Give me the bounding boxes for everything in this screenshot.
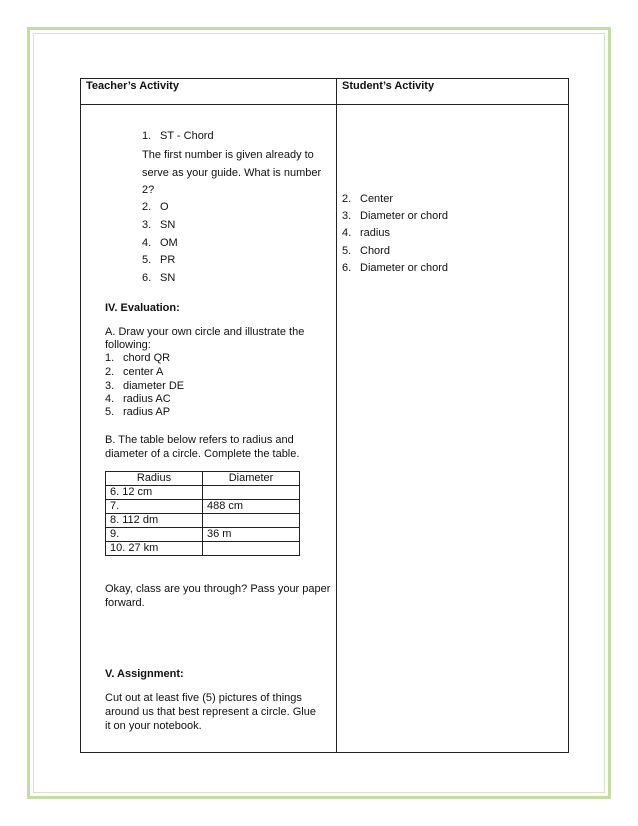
teacher-answer-5: 5. PR xyxy=(142,254,176,266)
radius-cell: 7. xyxy=(106,500,203,514)
part-a-line-2: following: xyxy=(105,339,151,351)
header-divider xyxy=(80,104,569,105)
part-a-item-4: 4. radius AC xyxy=(105,393,171,405)
assignment-line-1: Cut out at least five (5) pictures of things xyxy=(105,692,302,704)
table-row xyxy=(106,542,300,556)
part-a-item-2: 2. center A xyxy=(105,366,164,378)
closing-line-2: forward. xyxy=(105,597,145,609)
part-b-line-1: B. The table below refers to radius and xyxy=(105,434,294,446)
diameter-cell xyxy=(203,542,300,556)
column-header-diameter: Diameter xyxy=(203,472,300,486)
table-row xyxy=(106,500,300,514)
item-number: 1. xyxy=(142,130,152,142)
teacher-answer-4: 4. OM xyxy=(142,237,178,249)
radius-cell: 10. 27 km xyxy=(106,542,203,556)
table-row xyxy=(106,528,300,542)
radius-cell: 6. 12 cm xyxy=(106,486,203,500)
column-divider xyxy=(336,78,337,753)
guide-text-line-3: 2? xyxy=(142,184,155,196)
item-text: ST - Chord xyxy=(160,130,214,142)
assignment-line-3: it on your notebook. xyxy=(105,720,202,732)
teacher-answer-3: 3. SN xyxy=(142,219,176,231)
radius-cell: 8. 112 dm xyxy=(106,514,203,528)
part-a-line-1: A. Draw your own circle and illustrate the xyxy=(105,326,305,338)
part-a-item-5: 5. radius AP xyxy=(105,406,171,418)
teacher-answer-2: 2. O xyxy=(142,201,169,213)
student-answer-5: 5. Chord xyxy=(342,245,390,257)
guide-text-line-2: serve as your guide. What is number xyxy=(142,167,322,179)
diameter-cell xyxy=(203,514,300,528)
radius-diameter-table xyxy=(105,471,300,556)
table-row xyxy=(106,486,300,500)
table-row xyxy=(106,514,300,528)
student-answer-6: 6. Diameter or chord xyxy=(342,262,449,274)
student-answer-4: 4. radius xyxy=(342,227,390,239)
assignment-heading: V. Assignment: xyxy=(105,668,184,680)
diameter-cell xyxy=(203,486,300,500)
part-a-item-1: 1. chord QR xyxy=(105,352,171,364)
diameter-cell: 488 cm xyxy=(203,500,300,514)
part-b-line-2: diameter of a circle. Complete the table. xyxy=(105,448,300,460)
diameter-cell: 36 m xyxy=(203,528,300,542)
evaluation-heading: IV. Evaluation: xyxy=(105,302,180,314)
closing-line-1: Okay, class are you through? Pass your paper xyxy=(105,583,331,595)
teacher-answer-6: 6. SN xyxy=(142,272,176,284)
student-answer-3: 3. Diameter or chord xyxy=(342,210,449,222)
table-header-row xyxy=(106,472,300,486)
student-activity-header: Student’s Activity xyxy=(342,80,435,92)
radius-cell: 9. xyxy=(106,528,203,542)
teacher-activity-header: Teacher’s Activity xyxy=(86,80,179,92)
column-header-radius: Radius xyxy=(106,472,203,486)
student-answer-2: 2. Center xyxy=(342,193,394,205)
part-a-item-3: 3. diameter DE xyxy=(105,380,185,392)
assignment-line-2: around us that best represent a circle. Glue xyxy=(105,706,316,718)
guide-text-line-1: The first number is given already to xyxy=(142,149,314,161)
teacher-item-1 xyxy=(142,130,214,143)
